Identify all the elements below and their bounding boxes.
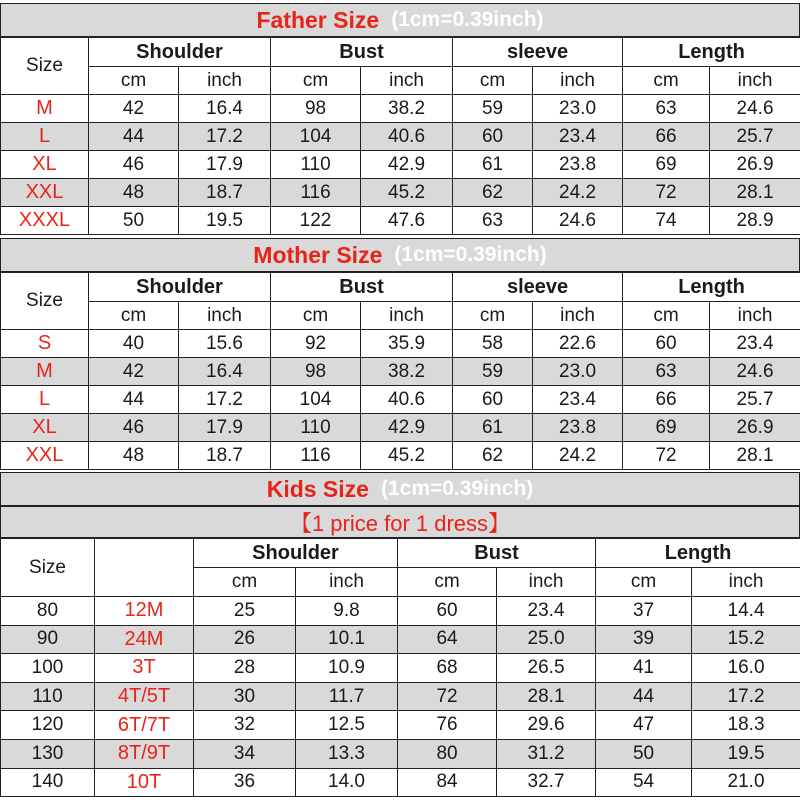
table-row <box>1 207 800 235</box>
mother-size-title: Mother Size <box>253 241 383 268</box>
table-cell: 28.1 <box>497 682 596 711</box>
table-cell: 63 <box>623 358 710 386</box>
table-row <box>1 442 800 470</box>
kids-size-conversion-note: (1cm=0.39inch) <box>380 477 534 500</box>
table-cell: 38.2 <box>361 95 453 123</box>
table-cell: 35.9 <box>361 330 453 358</box>
table-cell: 28.1 <box>710 179 800 207</box>
table-cell: 36 <box>194 768 296 797</box>
table-cell: 13.3 <box>296 739 398 768</box>
table-cell: 60 <box>398 597 497 626</box>
table-cell: 26.9 <box>710 414 800 442</box>
table-cell: 23.4 <box>497 597 596 626</box>
table-cell: 42.9 <box>361 414 453 442</box>
table-cell: 74 <box>623 207 710 235</box>
table-cell: 58 <box>453 330 533 358</box>
inch-header: inch <box>710 67 800 95</box>
size-label-cell: 6T/7T <box>95 711 194 740</box>
table-cell: 69 <box>623 414 710 442</box>
table-cell: 40.6 <box>361 386 453 414</box>
table-cell: 61 <box>453 151 533 179</box>
table-cell: 60 <box>453 386 533 414</box>
father-size-table <box>0 37 800 235</box>
bust-header: Bust <box>271 273 453 302</box>
table-cell: 62 <box>453 442 533 470</box>
table-cell: 60 <box>453 123 533 151</box>
table-cell: 23.4 <box>710 330 800 358</box>
table-cell: 50 <box>596 739 692 768</box>
inch-header: inch <box>361 67 453 95</box>
table-cell: 15.2 <box>692 625 800 654</box>
table-cell: 72 <box>398 682 497 711</box>
cm-header: cm <box>453 67 533 95</box>
table-row <box>1 179 800 207</box>
table-cell: 116 <box>271 442 361 470</box>
table-cell: 104 <box>271 386 361 414</box>
table-cell: 23.4 <box>533 123 623 151</box>
table-cell: 104 <box>271 123 361 151</box>
size-header: Size <box>1 38 89 95</box>
cm-header: cm <box>398 568 497 597</box>
table-cell: 25 <box>194 597 296 626</box>
table-cell: 84 <box>398 768 497 797</box>
table-cell: 16.4 <box>179 358 271 386</box>
table-cell: 50 <box>89 207 179 235</box>
length-header: Length <box>623 273 800 302</box>
cm-header: cm <box>596 568 692 597</box>
size-label-cell: M <box>1 358 89 386</box>
table-cell: 76 <box>398 711 497 740</box>
table-cell: 110 <box>1 682 95 711</box>
inch-header: inch <box>179 67 271 95</box>
table-row <box>1 330 800 358</box>
table-cell: 34 <box>194 739 296 768</box>
table-cell: 23.8 <box>533 151 623 179</box>
table-cell: 72 <box>623 442 710 470</box>
table-cell: 80 <box>1 597 95 626</box>
table-cell: 24.6 <box>710 95 800 123</box>
cm-header: cm <box>453 302 533 330</box>
table-cell: 23.4 <box>533 386 623 414</box>
shoulder-header: Shoulder <box>194 539 398 568</box>
kids-price-note: 【1 price for 1 dress】 <box>0 506 800 538</box>
inch-header: inch <box>179 302 271 330</box>
table-cell: 120 <box>1 711 95 740</box>
size-label-cell: XL <box>1 414 89 442</box>
table-row <box>1 151 800 179</box>
table-row <box>1 768 800 797</box>
table-cell: 44 <box>89 386 179 414</box>
table-row <box>1 358 800 386</box>
table-cell: 63 <box>453 207 533 235</box>
father-size-title: Father Size <box>256 6 380 33</box>
table-cell: 31.2 <box>497 739 596 768</box>
table-cell: 80 <box>398 739 497 768</box>
sleeve-header: sleeve <box>453 38 623 67</box>
inch-header: inch <box>710 302 800 330</box>
table-cell: 29.6 <box>497 711 596 740</box>
table-cell: 26 <box>194 625 296 654</box>
mother-size-conversion-note: (1cm=0.39inch) <box>394 243 547 266</box>
table-cell: 28 <box>194 654 296 683</box>
table-cell: 24.2 <box>533 442 623 470</box>
size-label-cell: S <box>1 330 89 358</box>
table-cell: 21.0 <box>692 768 800 797</box>
table-cell: 40 <box>89 330 179 358</box>
table-row <box>1 711 800 740</box>
size-label-cell: L <box>1 123 89 151</box>
size-label-cell: 24M <box>95 625 194 654</box>
table-cell: 25.7 <box>710 386 800 414</box>
inch-header: inch <box>296 568 398 597</box>
length-header: Length <box>596 539 800 568</box>
table-cell: 110 <box>271 414 361 442</box>
table-cell: 19.5 <box>692 739 800 768</box>
cm-header: cm <box>194 568 296 597</box>
bust-header: Bust <box>398 539 596 568</box>
table-row <box>1 739 800 768</box>
table-cell: 23.0 <box>533 95 623 123</box>
table-cell: 130 <box>1 739 95 768</box>
cm-header: cm <box>623 67 710 95</box>
table-cell: 11.7 <box>296 682 398 711</box>
table-cell: 24.6 <box>533 207 623 235</box>
table-cell: 28.9 <box>710 207 800 235</box>
cm-header: cm <box>89 67 179 95</box>
table-cell: 18.3 <box>692 711 800 740</box>
inch-header: inch <box>692 568 800 597</box>
table-cell: 48 <box>89 179 179 207</box>
table-cell: 47.6 <box>361 207 453 235</box>
table-cell: 42.9 <box>361 151 453 179</box>
table-cell: 45.2 <box>361 442 453 470</box>
table-cell: 10.9 <box>296 654 398 683</box>
table-cell: 46 <box>89 414 179 442</box>
table-cell: 69 <box>623 151 710 179</box>
mother-size-table <box>0 272 800 470</box>
table-cell: 63 <box>623 95 710 123</box>
shoulder-header: Shoulder <box>89 38 271 67</box>
bust-header: Bust <box>271 38 453 67</box>
table-cell: 90 <box>1 625 95 654</box>
table-cell: 18.7 <box>179 179 271 207</box>
table-row <box>1 682 800 711</box>
table-cell: 26.5 <box>497 654 596 683</box>
table-cell: 40.6 <box>361 123 453 151</box>
table-cell: 17.9 <box>179 151 271 179</box>
size-label-cell: 8T/9T <box>95 739 194 768</box>
table-cell: 66 <box>623 123 710 151</box>
table-cell: 44 <box>89 123 179 151</box>
table-cell: 98 <box>271 95 361 123</box>
table-cell: 140 <box>1 768 95 797</box>
table-cell: 42 <box>89 95 179 123</box>
table-cell: 59 <box>453 95 533 123</box>
inch-header: inch <box>497 568 596 597</box>
size-label-cell: XXXL <box>1 207 89 235</box>
table-row <box>1 123 800 151</box>
cm-header: cm <box>623 302 710 330</box>
table-cell: 54 <box>596 768 692 797</box>
table-cell: 39 <box>596 625 692 654</box>
table-cell: 17.2 <box>692 682 800 711</box>
age-header-empty <box>95 539 194 597</box>
size-header: Size <box>1 539 95 597</box>
inch-header: inch <box>361 302 453 330</box>
table-cell: 60 <box>623 330 710 358</box>
table-cell: 17.2 <box>179 386 271 414</box>
size-label-cell: XXL <box>1 179 89 207</box>
cm-header: cm <box>271 67 361 95</box>
table-cell: 24.6 <box>710 358 800 386</box>
table-cell: 17.2 <box>179 123 271 151</box>
table-row <box>1 625 800 654</box>
table-cell: 24.2 <box>533 179 623 207</box>
table-cell: 17.9 <box>179 414 271 442</box>
table-cell: 14.4 <box>692 597 800 626</box>
table-row <box>1 414 800 442</box>
size-label-cell: XXL <box>1 442 89 470</box>
table-cell: 16.4 <box>179 95 271 123</box>
kids-size-title-bar <box>0 472 800 506</box>
table-row <box>1 597 800 626</box>
mother-size-title-bar <box>0 238 800 272</box>
table-cell: 72 <box>623 179 710 207</box>
table-cell: 25.7 <box>710 123 800 151</box>
table-cell: 18.7 <box>179 442 271 470</box>
inch-header: inch <box>533 67 623 95</box>
sleeve-header: sleeve <box>453 273 623 302</box>
table-cell: 47 <box>596 711 692 740</box>
kids-size-title: Kids Size <box>266 475 369 502</box>
table-cell: 45.2 <box>361 179 453 207</box>
table-cell: 59 <box>453 358 533 386</box>
shoulder-header: Shoulder <box>89 273 271 302</box>
table-cell: 46 <box>89 151 179 179</box>
table-cell: 10.1 <box>296 625 398 654</box>
table-cell: 41 <box>596 654 692 683</box>
table-cell: 23.8 <box>533 414 623 442</box>
table-cell: 48 <box>89 442 179 470</box>
table-cell: 116 <box>271 179 361 207</box>
table-cell: 100 <box>1 654 95 683</box>
table-cell: 15.6 <box>179 330 271 358</box>
table-cell: 37 <box>596 597 692 626</box>
size-label-cell: 4T/5T <box>95 682 194 711</box>
size-label-cell: 12M <box>95 597 194 626</box>
father-size-title-bar <box>0 3 800 37</box>
kids-size-table <box>0 538 800 797</box>
size-label-cell: 10T <box>95 768 194 797</box>
size-label-cell: XL <box>1 151 89 179</box>
father-size-conversion-note: (1cm=0.39inch) <box>391 8 544 31</box>
table-cell: 32.7 <box>497 768 596 797</box>
table-cell: 28.1 <box>710 442 800 470</box>
table-cell: 68 <box>398 654 497 683</box>
table-cell: 98 <box>271 358 361 386</box>
table-cell: 32 <box>194 711 296 740</box>
size-header: Size <box>1 273 89 330</box>
table-cell: 44 <box>596 682 692 711</box>
table-cell: 14.0 <box>296 768 398 797</box>
table-cell: 23.0 <box>533 358 623 386</box>
table-cell: 42 <box>89 358 179 386</box>
table-cell: 38.2 <box>361 358 453 386</box>
table-row <box>1 95 800 123</box>
table-cell: 26.9 <box>710 151 800 179</box>
table-cell: 19.5 <box>179 207 271 235</box>
table-cell: 122 <box>271 207 361 235</box>
table-cell: 61 <box>453 414 533 442</box>
cm-header: cm <box>271 302 361 330</box>
size-label-cell: 3T <box>95 654 194 683</box>
table-row <box>1 654 800 683</box>
table-cell: 12.5 <box>296 711 398 740</box>
inch-header: inch <box>533 302 623 330</box>
table-cell: 16.0 <box>692 654 800 683</box>
table-cell: 66 <box>623 386 710 414</box>
length-header: Length <box>623 38 800 67</box>
table-cell: 22.6 <box>533 330 623 358</box>
cm-header: cm <box>89 302 179 330</box>
table-cell: 25.0 <box>497 625 596 654</box>
table-row <box>1 386 800 414</box>
table-cell: 62 <box>453 179 533 207</box>
table-cell: 30 <box>194 682 296 711</box>
size-label-cell: L <box>1 386 89 414</box>
table-cell: 9.8 <box>296 597 398 626</box>
table-cell: 64 <box>398 625 497 654</box>
size-label-cell: M <box>1 95 89 123</box>
table-cell: 92 <box>271 330 361 358</box>
table-cell: 110 <box>271 151 361 179</box>
